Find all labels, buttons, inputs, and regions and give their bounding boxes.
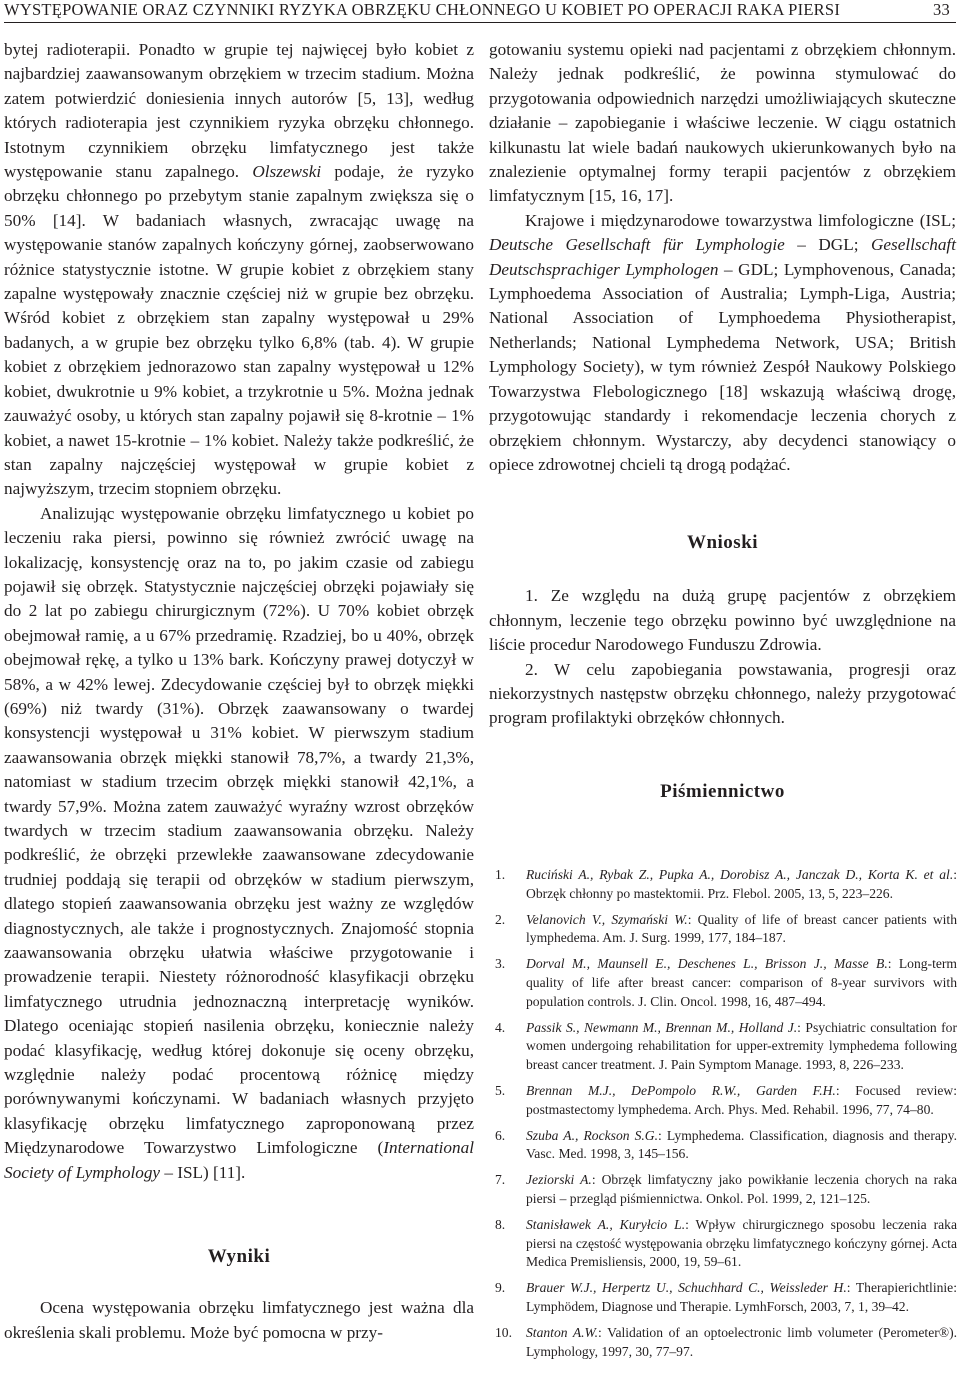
author-olszewski: Olszewski [252,162,322,182]
reference-item: 4. Passik S., Newmann M., Brennan M., Holland J.: Psychiatric consultation for women undergoing rehabilitation for upper-extremity lymphedema following breast cancer treatment. J. Pain Symptom Manage. 1993, 8, 226–233. [495,1019,957,1072]
reference-item: 9. Brauer W.J., Herpertz U., Schuchhard C., Weissleder H.: Therapierichtlinie: Lymphödem, Diagnose und Therapie. LymhForsch, 2003, 7, 1, 39–42. [495,1280,957,1314]
heading-bibliography: Piśmiennictwo [660,780,785,802]
paragraph-therapy-system: gotowaniu systemu opieki nad pacjentami z obrzękiem chłonnym. Należy jednak podkreślić, że powinna stymulować do przygotowania odpowiednich narzędzi umożliwiających skuteczne działanie – zapobieganie i właściwe leczenie. W ciągu ostatnich kilkunastu lat wiele badań naukowych ukierunkowanych było na znalezienie optymalnej formy terapii pacjentów z obrzękiem limfatycznym [15, 16, 17]. [489,40,956,206]
isl-full-name: International Society of Lymphology [4,1138,474,1182]
page-number: 33 [933,0,950,19]
paragraph-inflammation: bytej radioterapii. Ponadto w grupie tej najwięcej było kobiet z najbardziej zaawansowanym obrzękiem w trzecim stadium. Można zatem potwierdzić doniesienia innych autorów [5, 13], według których radioterapia jest czynnikiem ryzyka obrzęku chłonnego. Istotnym czynnikiem obrzęku limfatycznego jest także występowanie stanu zapalnego. Olszewski podaje, że ryzyko obrzęku chłonnego po przebytym stanie zapalnym zwiększa się o 50% [14]. W badaniach własnych, zwracając uwagę na występowanie stanów zapalnych kończyny górnej, zaobserwowano różnice statystycznie istotne. W grupie kobiet z obrzękiem stany zapalne występowały znacznie częściej niż w grupie bez obrzęku. Wśród kobiet z obrzękiem stan zapalny występował u 29% badanych, a w grupie bez obrzęku tylko 6,8% (tab. 4). W grupie kobiet z obrzękiem jednorazowo stan zapalny występował u 12% kobiet, dwukrotnie u 9% kobiet, a trzykrotnie u 5%. Można jednak zauważyć osoby, u których stan zapalny pojawił się 8-krotnie – 1% kobiet, a nawet 15-krotnie – 1% kobiet. Należy także podkreślić, że stan zapalny najczęściej występował w grupie kobiet z najwyższym, trzecim stopniem obrzęku. [4,40,474,499]
header-rule [4,22,956,23]
reference-item: 3. Dorval M., Maunsell E., Deschenes L., Brisson J., Masse B.: Long-term quality of life after breast cancer: comparison of 8-year survivors with population controls. J. Clin. Oncol. 1998, 16, 487–494. [495,956,957,1009]
reference-item: 10. Stanton A.W.: Validation of an optoelectronic limb volumeter (Perometer®). Lymphology, 1997, 30, 77–97. [495,1324,958,1359]
paragraph-societies: Krajowe i międzynarodowe towarzystwa limfologiczne (ISL; Deutsche Gesellschaft für Lymphologie – DGL; Gesellschaft Deutschsprachiger Lymphologen – GDL; Lymphovenous, Canada; Lymphoedema Association of Australia; Lymph-Liga, Austria; National Association of Lymphoedema Physiotherapist, Netherlands; National Lymphedema Network, USA; British Lymphology Society), w tym również Zespół Naukowy Polskiego Towarzystwa Flebologicznego [18] wskazują właściwą drogę, przygotowując standardy i rekomendacje leczenia chorych z obrzękiem chłonnym. Wystarczy, aby decydenci stanowiący o opiece zdrowotnej chcieli tą drogą podążać. [489,210,956,474]
heading-wyniki: Wyniki [207,1246,271,1268]
paragraph-results: Ocena występowania obrzęku limfatycznego jest ważna dla określenia skali problemu. Może być pomocna w przy- [4,1298,474,1342]
reference-item: 5. Brennan M.J., DePompolo R.W., Garden F.H.: Focused review: postmastectomy lymphedema. Arch. Phys. Med. Rehabil. 1996, 77, 74–80. [495,1082,957,1117]
heading-wnioski: Wnioski [686,532,759,554]
conclusions-list [489,584,956,730]
left-column [4,38,474,1345]
conclusion-item: 2. W celu zapobiegania powstawania, progresji oraz niekorzystnych następstw obrzęku chłonnego, należy przygotować program profilaktyki obrzęków chłonnych. [489,659,956,728]
reference-item: 8. Stanisławek A., Kuryłcio L.: Wpływ chirurgicznego sposobu leczenia raka piersi na częstość występowania obrzęku limfatycznego kończyny górnej. Acta Medica Premisliensis, 2000, 19, 59–61. [495,1217,957,1270]
conclusion-item: 1. Ze względu na dużą grupę pacjentów z obrzękiem chłonnym, leczenie tego obrzęku powinno być uwzględnione na liście procedur Narodowego Funduszu Zdrowia. [489,586,956,655]
reference-item: 7. Jeziorski A.: Obrzęk limfatyczny jako powikłanie leczenia chorych na raka piersi – przegląd piśmiennictwa. Onkol. Pol. 1999, 2, 121–125. [495,1172,958,1206]
right-column [489,38,956,803]
running-header [4,0,956,22]
running-title: WYSTĘPOWANIE ORAZ CZYNNIKI RYZYKA OBRZĘKU CHŁONNEGO U KOBIET PO OPERACJI RAKA PIERSI [4,0,841,19]
reference-item: 1. Ruciński A., Rybak Z., Pupka A., Dorobisz A., Janczak D., Korta K. et al.: Obrzęk chłonny po mastektomii. Prz. Flebol. 2005, 13, 5, 223–226. [495,867,957,901]
paragraph-localization: Analizując występowanie obrzęku limfatycznego u kobiet po leczeniu raka piersi, powinno się również zwrócić uwagę na lokalizację, konsystencję oraz na to, po jakim czasie od zabiegu pojawił się obrzęk. Statystycznie najczęściej obrzęki pojawiały się do 2 lat po zabiegu chirurgicznym (72%). U 70% kobiet obrzęk obejmował ramię, a u 67% przedramię. Rzadziej, bo u 40%, obrzęk obejmował rękę, a tylko u 13% bark. Kończyny prawej dotyczył w 58%, a w 42% lewej. Zdecydowanie częściej był to obrzęk miękki (69%) niż twardy (31%). Obrzęk zaawansowany o twardej konsystencji występował u 31% kobiet. W pierwszym stadium zaawansowania obrzęk miękki stanowił 78,7%, a twardy 21,3%, natomiast w stadium trzecim obrzęk miękki stanowił 42,1%, a twardy 57,9%. Można zatem zauważyć wyraźny wzrost obrzęków twardych w trzecim stadium zaawansowania obrzęku. Należy podkreślić, że obrzęki przewlekłe zaawansowane zdecydowanie trudniej poddają się terapii od obrzęków w stadium pierwszym, dlatego stopień zaawansowania obrzęku jest ważny ze względów diagnostycznych, ale także i prognostycznych. Znajomość stopnia zaawansowania obrzęku ułatwia właściwe przygotowanie i prowadzenie terapii. Niestety różnorodność klasyfikacji obrzęku limfatycznego utrudnia jednoznaczną interpretację wyników. Dlatego oceniając stopień nasilenia obrzęku, koniecznie należy podać klasyfikację, według której dokonuje się oceny obrzęku, względnie należy podać procentową różnicę między porównywanymi kończynami. W badaniach własnych przyjęto klasyfikację obrzęku limfatycznego zaproponowaną przez Międzynarodowe Towarzystwo Limfologiczne (International Society of Lymphology – ISL) [11]. [4,503,474,1182]
reference-item: 6. Szuba A., Rockson S.G.: Lymphedema. Classification, diagnosis and therapy. Vasc. Med. 1998, 3, 145–156. [495,1127,957,1162]
reference-item: 2. Velanovich V., Szymański W.: Quality of life of breast cancer patients with lymphedema. Am. J. Surg. 1999, 177, 184–187. [495,911,957,946]
reference-list [495,866,957,1369]
